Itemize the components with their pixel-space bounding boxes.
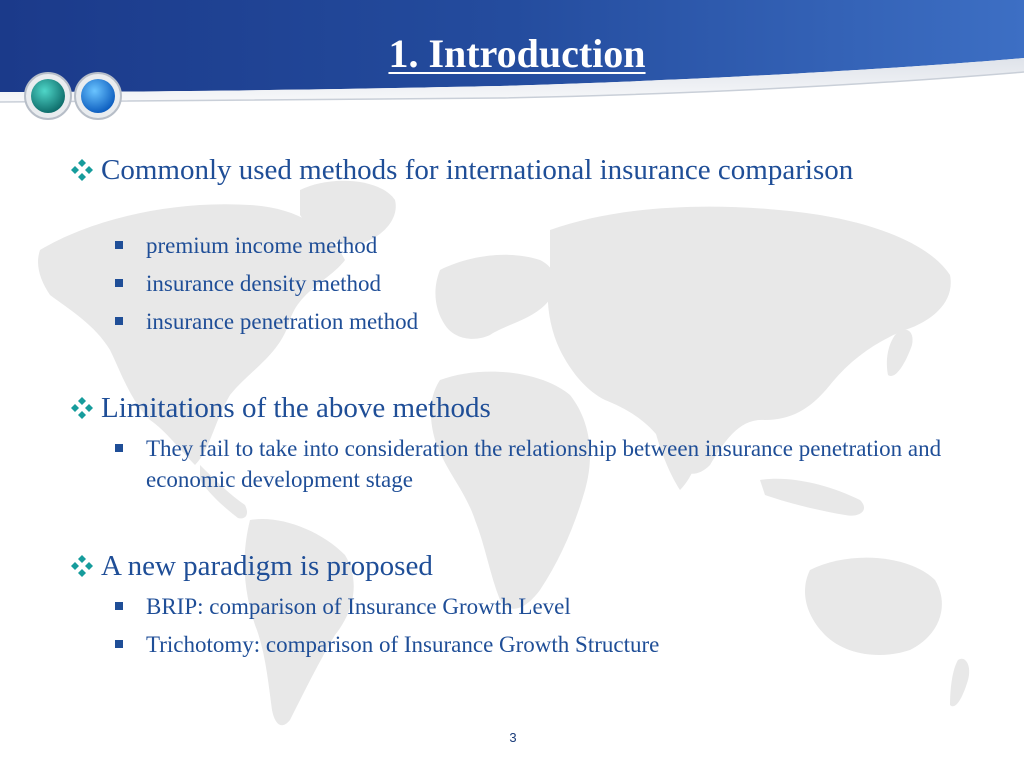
- list-item: [115, 629, 965, 660]
- diamond-cluster-icon: [70, 158, 94, 182]
- page-number: 3: [509, 730, 517, 745]
- list-item-text: insurance penetration method: [146, 309, 419, 334]
- square-bullet-icon: [115, 279, 123, 287]
- list-item: [115, 230, 965, 261]
- list-item: [115, 306, 965, 337]
- list-item-text: BRIP: comparison of Insurance Growth Level: [146, 594, 571, 619]
- list-item: [115, 591, 965, 622]
- section-heading-text: A new paradigm is proposed: [101, 550, 433, 582]
- section-heading: [70, 390, 970, 426]
- square-bullet-icon: [115, 317, 123, 325]
- list-item-text: They fail to take into consideration the relationship between insurance penetration and economic development stage: [146, 436, 942, 492]
- section-heading: [70, 548, 970, 584]
- list-item-text: Trichotomy: comparison of Insurance Growth Structure: [146, 632, 660, 657]
- list-item: [115, 268, 965, 299]
- section-heading-text: Limitations of the above methods: [101, 392, 491, 424]
- slide-title: 1. Introduction: [388, 31, 646, 76]
- square-bullet-icon: [115, 640, 123, 648]
- section-heading-text: Commonly used methods for international insurance comparison: [101, 154, 854, 186]
- list-item: [115, 433, 965, 495]
- diamond-cluster-icon: [70, 554, 94, 578]
- square-bullet-icon: [115, 444, 123, 452]
- diamond-cluster-icon: [70, 396, 94, 420]
- square-bullet-icon: [115, 602, 123, 610]
- section-heading: [70, 152, 970, 188]
- list-item-text: premium income method: [146, 233, 378, 258]
- square-bullet-icon: [115, 241, 123, 249]
- list-item-text: insurance density method: [146, 271, 382, 296]
